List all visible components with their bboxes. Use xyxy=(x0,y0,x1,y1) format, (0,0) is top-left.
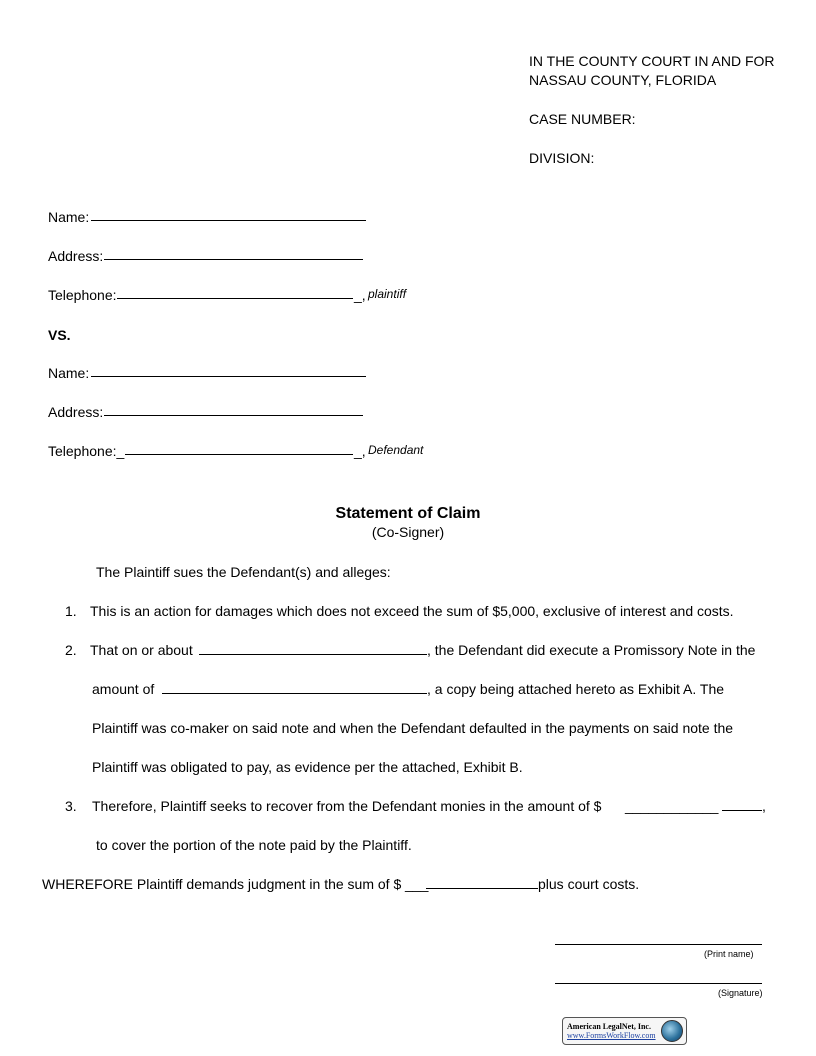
plaintiff-name-label: Name: xyxy=(48,209,90,225)
item-1-number: 1. xyxy=(65,603,77,619)
item-1-text: This is an action for damages which does not exceed the sum of $5,000, exclusive of interest and costs. xyxy=(90,603,734,619)
defendant-telephone-label: Telephone:_ xyxy=(48,443,125,459)
plaintiff-name-field[interactable] xyxy=(91,220,366,221)
item-2-text-b: , the Defendant did execute a Promissory Note in the xyxy=(427,642,756,658)
globe-icon xyxy=(661,1020,683,1042)
item-2-text-f: Plaintiff was obligated to pay, as evidence per the attached, Exhibit B. xyxy=(92,759,523,775)
promissory-note-date-field[interactable] xyxy=(199,654,427,655)
judgment-sum-prefix: ___ xyxy=(405,876,429,892)
defendant-address-field[interactable] xyxy=(104,415,363,416)
plaintiff-telephone-label: Telephone: xyxy=(48,287,117,303)
wherefore-text-end: plus court costs. xyxy=(538,876,640,892)
item-3-text-b: to cover the portion of the note paid by the Plaintiff. xyxy=(96,837,412,853)
plaintiff-role-label: plaintiff xyxy=(368,287,407,301)
signature-label: (Signature) xyxy=(718,988,763,998)
recovery-amount-extension[interactable] xyxy=(722,810,762,811)
plaintiff-telephone-field[interactable] xyxy=(117,298,353,299)
defendant-name-label: Name: xyxy=(48,365,90,381)
defendant-address-label: Address: xyxy=(48,404,104,420)
item-3-text-a: Therefore, Plaintiff seeks to recover from the Defendant monies in the amount of $ xyxy=(92,798,602,814)
intro-text: The Plaintiff sues the Defendant(s) and alleges: xyxy=(96,564,391,580)
wherefore-text: WHEREFORE Plaintiff demands judgment in the sum of $ xyxy=(42,876,402,892)
plaintiff-address-field[interactable] xyxy=(104,259,363,260)
defendant-name-field[interactable] xyxy=(91,376,366,377)
item-2-text-a: That on or about xyxy=(90,642,193,658)
court-name-line1: IN THE COUNTY COURT IN AND FOR xyxy=(529,53,775,69)
print-name-line[interactable] xyxy=(555,944,762,945)
document-title: Statement of Claim xyxy=(335,505,481,522)
plaintiff-address-label: Address: xyxy=(48,248,104,264)
case-number-label: CASE NUMBER: xyxy=(529,111,636,127)
american-legalnet-logo xyxy=(562,1017,687,1045)
court-name-line2: NASSAU COUNTY, FLORIDA xyxy=(529,72,717,88)
print-name-label: (Print name) xyxy=(704,949,754,959)
item-2-text-d: , a copy being attached hereto as Exhibit A. The xyxy=(427,681,725,697)
item-3-number: 3. xyxy=(65,798,77,814)
defendant-role-separator: _, xyxy=(354,443,366,459)
recovery-amount-field[interactable]: ____________ xyxy=(625,798,719,814)
division-label: DIVISION: xyxy=(529,150,595,166)
plaintiff-role-separator: _, xyxy=(354,287,366,303)
document-subtitle: (Co-Signer) xyxy=(371,524,445,540)
note-amount-field[interactable] xyxy=(162,693,427,694)
item-2-number: 2. xyxy=(65,642,77,658)
defendant-telephone-field[interactable] xyxy=(125,454,353,455)
versus-label: VS. xyxy=(48,327,71,343)
logo-website-link[interactable]: www.FormsWorkFlow.com xyxy=(567,1031,656,1040)
item-3-comma: , xyxy=(762,798,766,814)
judgment-sum-field[interactable] xyxy=(426,888,538,889)
signature-line[interactable] xyxy=(555,983,762,984)
item-2-text-e: Plaintiff was co-maker on said note and when the Defendant defaulted in the payments on said note the xyxy=(92,720,734,736)
item-2-text-c: amount of xyxy=(92,681,155,697)
logo-company-name: American LegalNet, Inc. xyxy=(567,1022,651,1031)
defendant-role-label: Defendant xyxy=(368,443,424,457)
